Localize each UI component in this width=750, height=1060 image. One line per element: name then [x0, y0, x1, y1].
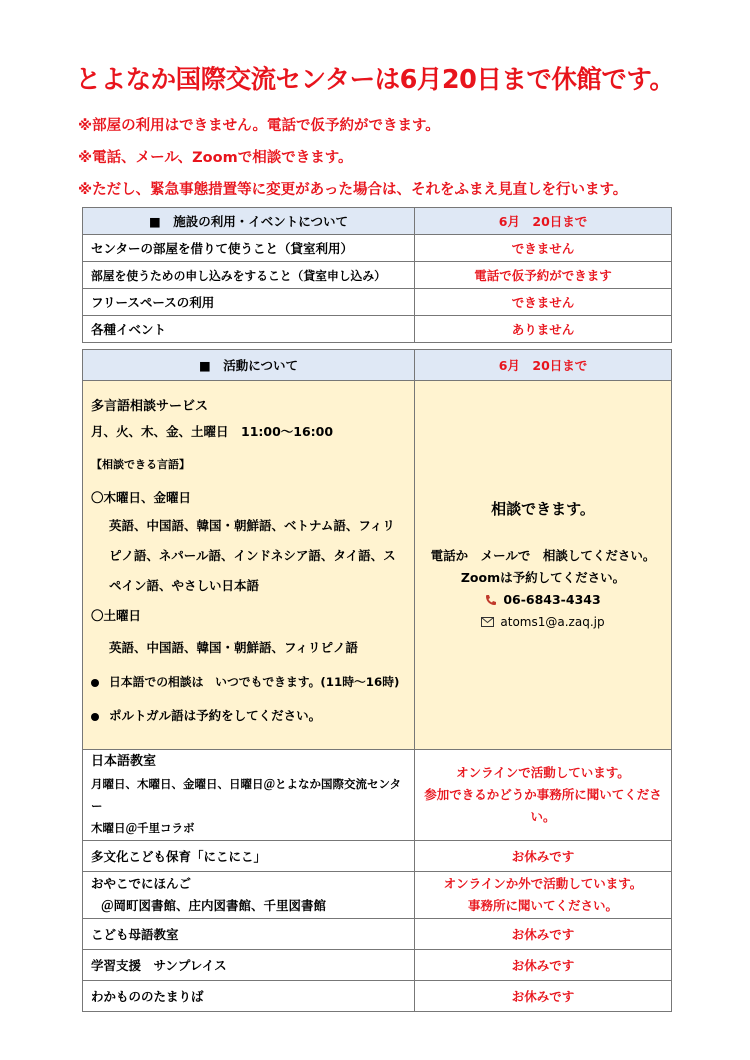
activity-item: 多文化こども保育「にこにこ」 [83, 841, 415, 872]
consult-email [423, 611, 663, 633]
activity-item-line: 月曜日、木曜日、金曜日、日曜日＠とよなか国際交流センター [91, 777, 402, 813]
consult-status-main: 相談できます。 [491, 499, 595, 518]
consult-status-line2: Zoomは予約してください。 [460, 569, 626, 585]
activity-status-line: オンラインで活動しています。 [456, 765, 630, 780]
activity-item-line: ＠岡町図書館、庄内図書館、千里図書館 [101, 898, 327, 913]
consult-thu-fri-label: 〇木曜日、金曜日 [91, 490, 192, 505]
activity-status [415, 872, 672, 919]
activity-status: お休みです [415, 950, 672, 981]
facility-header-row [83, 208, 672, 235]
activity-status-line: オンラインか外で活動しています。 [443, 876, 643, 891]
facility-status: できません [415, 289, 672, 316]
activity-item-line: おやこでにほんご [91, 876, 192, 891]
activity-item-line: 木曜日＠千里コラボ [91, 821, 195, 835]
facility-header-right: 6月 20日まで [415, 208, 672, 235]
facility-item: 各種イベント [83, 316, 415, 343]
table-row [83, 919, 672, 950]
activity-item: こども母語教室 [83, 919, 415, 950]
facility-item: センターの部屋を借りて使うこと（貸室利用） [83, 235, 415, 262]
consult-details [83, 381, 415, 750]
page-title: とよなか国際交流センターは6月20日まで休館です。 [75, 65, 675, 95]
activity-item: 学習支援 サンプレイス [83, 950, 415, 981]
consult-status-line1: 電話か メールで 相談してください。 [430, 547, 656, 563]
bullet-text: 日本語での相談は いつでもできます。(11時～16時) [109, 675, 400, 689]
table-row [83, 981, 672, 1012]
activity-table [82, 349, 672, 1012]
facility-item: フリースペースの利用 [83, 289, 415, 316]
consult-status [415, 381, 672, 750]
activity-status [415, 750, 672, 841]
table-row [83, 262, 672, 289]
activity-item: わかもののたまりば [83, 981, 415, 1012]
note-change: ※ただし、緊急事態措置等に変更があった場合は、それをふまえ見直しを行います。 [78, 182, 628, 198]
consult-thu-fri-languages: 英語、中国語、韓国・朝鮮語、ベトナム語、フィリピノ語、ネパール語、インドネシア語、タイ語、スペイン語、やさしい日本語 [109, 518, 396, 593]
activity-item [83, 872, 415, 919]
mail-icon [481, 617, 494, 627]
note-room: ※部屋の利用はできません。電話で仮予約ができます。 [78, 118, 440, 134]
table-row [83, 872, 672, 919]
activity-item [83, 750, 415, 841]
facility-status: 電話で仮予約ができます [415, 262, 672, 289]
bullet-icon [91, 713, 99, 721]
table-row [83, 235, 672, 262]
facility-header-left: ■ 施設の利用・イベントについて [83, 208, 415, 235]
activity-status: お休みです [415, 981, 672, 1012]
consult-bullet-portuguese [91, 699, 406, 733]
facility-table [82, 207, 672, 343]
activity-header-row [83, 350, 672, 381]
notes [78, 110, 728, 206]
activity-status: お休みです [415, 841, 672, 872]
bullet-text: ポルトガル語は予約をしてください。 [109, 708, 322, 723]
phone-number[interactable]: 06-6843-4343 [503, 591, 601, 607]
consult-row [83, 381, 672, 750]
phone-icon [485, 594, 497, 606]
consult-phone [423, 589, 663, 611]
note-contact: ※電話、メール、Zoomで相談できます。 [78, 150, 353, 166]
activity-item-line: 日本語教室 [91, 754, 157, 769]
activity-status-line: 事務所に聞いてください。 [467, 898, 618, 913]
bullet-icon [91, 679, 99, 687]
activity-header-left: ■ 活動について [83, 350, 415, 381]
activity-status-line: 参加できるかどうか事務所に聞いてください。 [424, 787, 662, 824]
facility-item: 部屋を使うための申し込みをすること（貸室申し込み） [83, 262, 415, 289]
consult-sat-languages: 英語、中国語、韓国・朝鮮語、フィリピノ語 [109, 640, 358, 655]
table-row [83, 950, 672, 981]
facility-status: できません [415, 235, 672, 262]
consult-bullet-japanese [91, 665, 406, 699]
consult-languages-label: 【相談できる言語】 [91, 458, 190, 471]
consult-days: 月、火、木、金、土曜日 11:00～16:00 [91, 424, 334, 439]
activity-status: お休みです [415, 919, 672, 950]
table-row [83, 289, 672, 316]
email-address[interactable]: atoms1@a.zaq.jp [500, 614, 605, 629]
table-row [83, 841, 672, 872]
table-row [83, 750, 672, 841]
activity-header-right: 6月 20日まで [415, 350, 672, 381]
table-row [83, 316, 672, 343]
consult-title: 多言語相談サービス [91, 399, 209, 414]
facility-status: ありません [415, 316, 672, 343]
consult-sat-label: 〇土曜日 [91, 608, 142, 623]
